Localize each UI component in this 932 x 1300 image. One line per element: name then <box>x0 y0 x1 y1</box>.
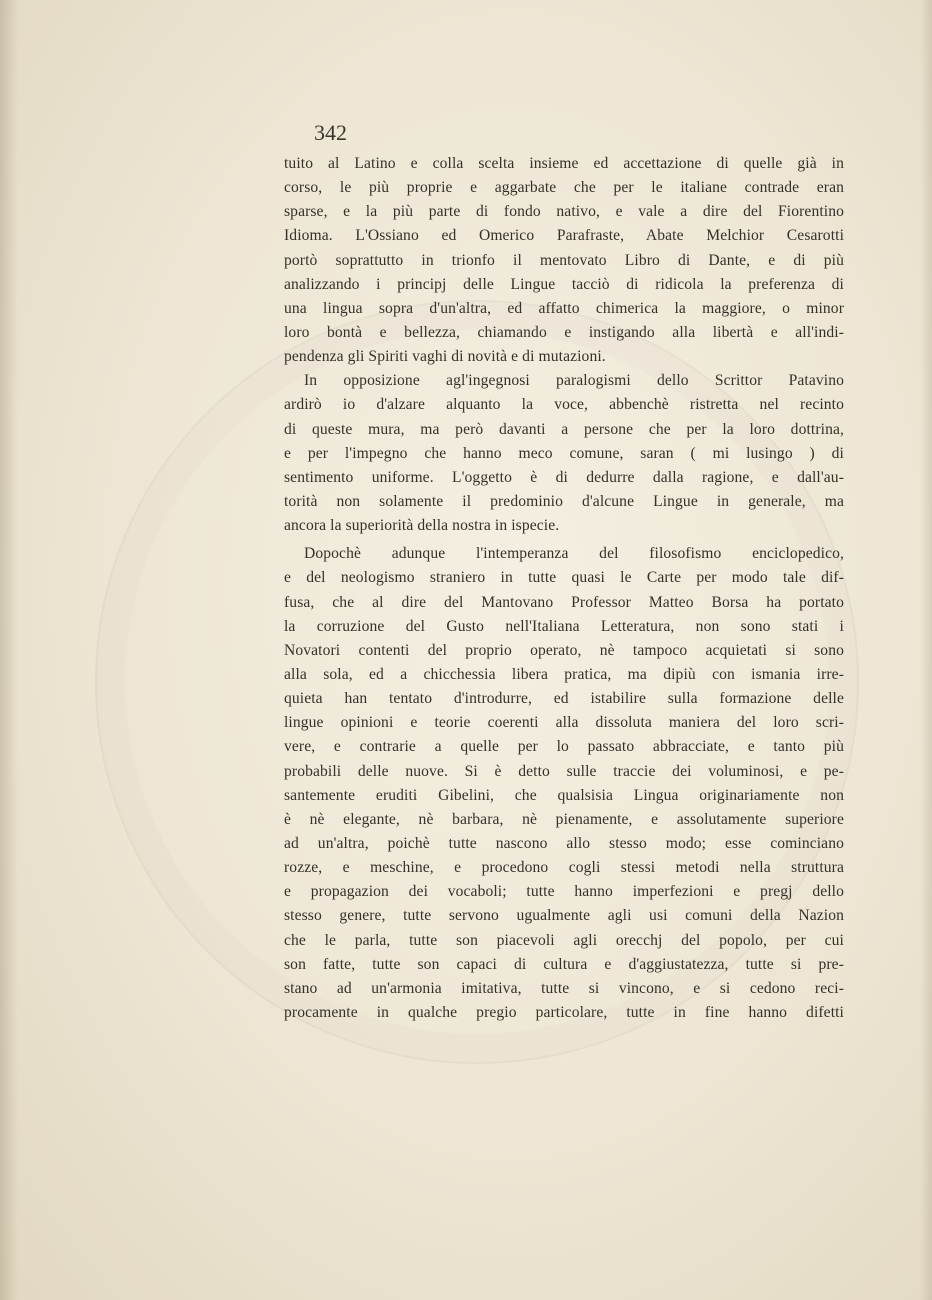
text-line: lingue opinioni e teorie coerenti alla dissoluta maniera del loro scri- <box>284 714 844 732</box>
page-left-edge <box>0 0 18 1300</box>
text-line: alla sola, ed a chicchessia libera pratica, ma dipiù con ismania irre- <box>284 665 844 683</box>
text-line: una lingua sopra d'un'altra, ed affatto chimerica la maggiore, o minor <box>284 299 844 317</box>
text-line: è nè elegante, nè barbara, nè pienamente, e assolutamente superiore <box>284 810 844 828</box>
text-line: di queste mura, ma però davanti a persone che per la loro dottrina, <box>284 420 844 438</box>
text-line: tuito al Latino e colla scelta insieme ed accettazione di quelle già in <box>284 155 844 172</box>
page-number: 342 <box>314 120 347 145</box>
text-line: che le parla, tutte son piacevoli agli orecchj del popolo, per cui <box>284 931 844 949</box>
text-line: e del neologismo straniero in tutte quasi le Carte per modo tale dif- <box>284 569 844 587</box>
text-line: analizzando i principj delle Lingue tacciò di ridicola la preferenza di <box>284 275 844 293</box>
text-line: In opposizione agl'ingegnosi paralogismi dello Scrittor Patavino <box>304 372 844 390</box>
text-line: santemente eruditi Gibelini, che qualsisia Lingua originariamente non <box>284 786 844 804</box>
text-line: la corruzione del Gusto nell'Italiana Letteratura, non sono stati i <box>284 617 844 635</box>
body-text <box>284 152 844 1025</box>
text-line: torità non solamente il predominio d'alcune Lingue in generale, ma <box>284 492 844 510</box>
text-line: portò soprattutto in trionfo il mentovato Libro di Dante, e di più <box>284 251 844 269</box>
text-line: quieta han tentato d'introdurre, ed istabilire sulla formazione delle <box>284 690 844 708</box>
text-line: loro bontà e bellezza, chiamando e instigando alla libertà e all'indi- <box>284 323 844 341</box>
text-line: vere, e contrarie a quelle per lo passato abbracciate, e tanto più <box>284 738 844 756</box>
text-line: Dopochè adunque l'intemperanza del filosofismo enciclopedico, <box>304 545 844 563</box>
text-line: stano ad un'armonia imitativa, tutte si vincono, e si cedono reci- <box>284 979 844 997</box>
text-line: ad un'altra, poichè tutte nascono allo stesso modo; esse cominciano <box>284 834 844 852</box>
text-line: Idioma. L'Ossiano ed Omerico Parafraste, Abate Melchior Cesarotti <box>284 227 844 245</box>
text-line: stesso genere, tutte servono ugualmente agli usi comuni della Nazion <box>284 907 844 925</box>
text-line: rozze, e meschine, e procedono cogli stessi metodi nella struttura <box>284 859 844 877</box>
text-line: sparse, e la più parte di fondo nativo, e vale a dire del Fiorentino <box>284 203 844 221</box>
text-line: e per l'impegno che hanno meco comune, saran ( mi lusingo ) di <box>284 444 844 462</box>
text-line: ardirò io d'alzare alquanto la voce, abbenchè ristretta nel recinto <box>284 396 844 414</box>
text-line: procamente in qualche pregio particolare, tutte in fine hanno difetti <box>284 1003 844 1021</box>
text-line: sentimento uniforme. L'oggetto è di dedurre dalla ragione, e dall'au- <box>284 468 844 486</box>
text-line: ancora la superiorità della nostra in ispecie. <box>284 517 560 535</box>
text-line: Novatori contenti del proprio operato, nè tampoco acquietati si sono <box>284 641 844 659</box>
page-right-edge <box>920 0 932 1300</box>
text-line: pendenza gli Spiriti vaghi di novità e di mutazioni. <box>284 348 606 366</box>
text-line: son fatte, tutte son capaci di cultura e d'aggiustatezza, tutte si pre- <box>284 955 844 973</box>
text-line: fusa, che al dire del Mantovano Professor Matteo Borsa ha portato <box>284 593 844 611</box>
text-line: probabili delle nuove. Si è detto sulle traccie dei voluminosi, e pe- <box>284 762 844 780</box>
text-line: corso, le più proprie e aggarbate che per le italiane contrade eran <box>284 179 844 197</box>
text-line: e propagazion dei vocaboli; tutte hanno imperfezioni e pregj dello <box>284 883 844 901</box>
